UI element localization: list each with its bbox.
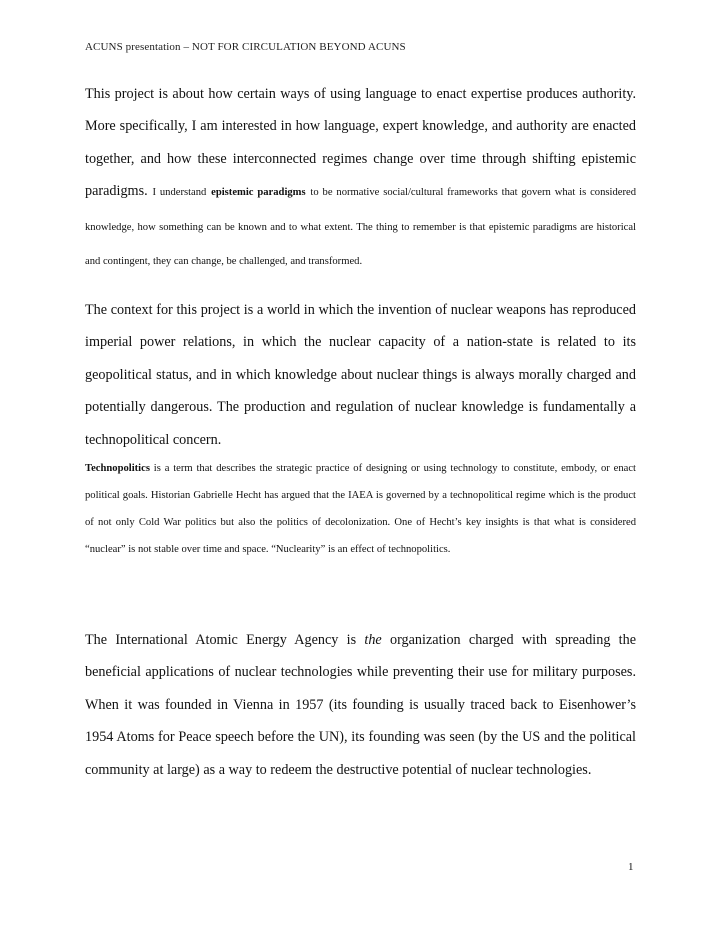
paragraph-text: The context for this project is a world in which the invention of nuclear weapons has reproduced imperial power relations, in which the nuclear capacity of a nation-state is related to its geopolitical status, and in which knowledge about nuclear things is always morally charged and potentially dangerous. The production and regulation of nuclear knowledge is fundamentally a technopolitical concern.: [85, 302, 636, 448]
paragraph-iaea: [85, 624, 636, 786]
paragraph-text-before: The International Atomic Energy Agency is: [85, 632, 357, 648]
note-term: Technopolitics: [85, 463, 150, 474]
paragraph-context: [85, 294, 636, 456]
note-text: is a term that describes the strategic practice of designing or using technology to constitute, embody, or enact political goals. Historian Gabrielle Hecht has argued that the IAEA is governed by a technopolitical regime which is the product of not only Cold War politics but also the politics of decolonization. One of Hecht’s key insights is that what is considered “nuclear” is not stable over time and space. “Nuclearity” is an effect of technopolitics.: [85, 463, 636, 555]
note-technopolitics: [85, 455, 636, 563]
paragraph-text-after: organization charged with spreading the beneficial applications of nuclear technologies while preventing their use for military purposes. When it was founded in Vienna in 1957 (its founding is usually traced back to Eisenhower’s 1954 Atoms for Peace speech before the UN), its founding was seen (by the US and the political community at large) as a way to redeem the destructive potential of nuclear technologies.: [85, 632, 637, 778]
definition-text: to be normative social/cultural frameworks that govern what is considered knowledge, how something can be known and to what extent. The thing to remember is that epistemic paradigms are historical and contingent, they can change, be challenged, and transformed.: [85, 187, 636, 268]
definition-lead: I understand: [152, 187, 207, 199]
paragraph-text: This project is about how certain ways of using language to enact expertise produces authority. More specifically, I am interested in how language, expert knowledge, and authority are enacted together, and how these interconnected regimes change over time through shifting epistemic paradigms.: [85, 86, 636, 200]
page-header: ACUNS presentation – NOT FOR CIRCULATION BEYOND ACUNS: [85, 41, 406, 53]
defined-term: epistemic paradigms: [211, 187, 306, 199]
emphasis-text: the: [364, 632, 382, 648]
page-number: 1: [628, 861, 634, 873]
paragraph-project-intro: [85, 78, 636, 278]
